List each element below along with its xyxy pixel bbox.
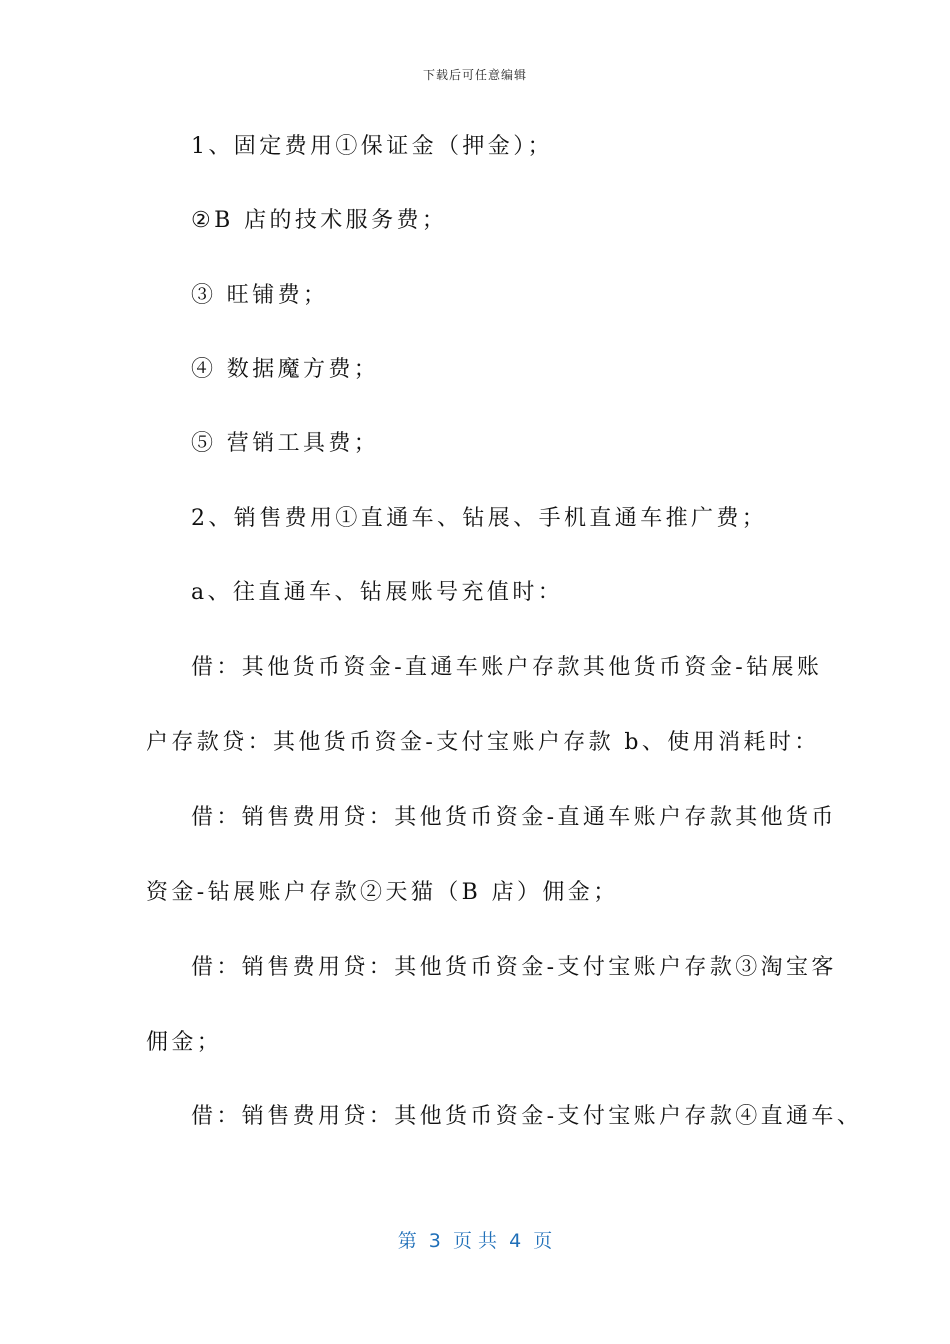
text-line: 借：销售费用贷：其他货币资金-支付宝账户存款③淘宝客: [191, 955, 837, 980]
text-line: 借：销售费用贷：其他货币资金-直通车账户存款其他货币: [191, 805, 837, 830]
text-line: ②B 店的技术服务费；: [191, 208, 448, 233]
page-header: 下载后可任意编辑: [422, 68, 527, 82]
text-line: 资金-钻展账户存款②天猫（B 店）佣金；: [146, 880, 619, 905]
text-line: a、往直通车、钻展账号充值时：: [191, 580, 564, 605]
text-line: 借：销售费用贷：其他货币资金-支付宝账户存款④直通车、: [191, 1104, 863, 1129]
text-line: 借：其他货币资金-直通车账户存款其他货币资金-钻展账: [191, 655, 823, 680]
text-line: 2、销售费用①直通车、钻展、手机直通车推广费；: [191, 506, 768, 531]
text-line: 户存款贷：其他货币资金-支付宝账户存款 b、使用消耗时：: [146, 730, 820, 755]
text-line: ④ 数据魔方费；: [191, 357, 380, 382]
text-line: 佣金；: [146, 1030, 223, 1055]
page-footer: 第 3 页 共 4 页: [397, 1230, 553, 1252]
text-line: ③ 旺铺费；: [191, 283, 329, 308]
text-line: 1、固定费用①保证金（押金）；: [191, 134, 553, 159]
text-line: ⑤ 营销工具费；: [191, 431, 380, 456]
